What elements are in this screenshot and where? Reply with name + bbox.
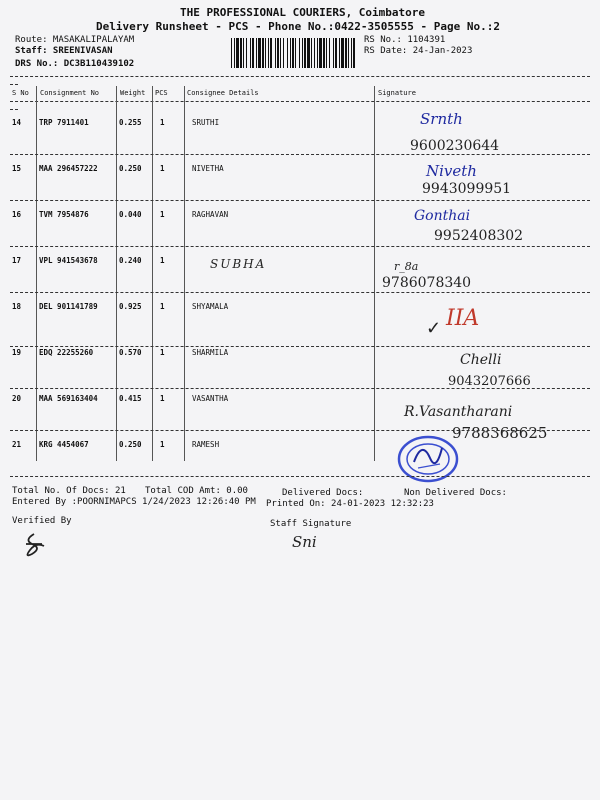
- row-weight: 0.255: [119, 118, 142, 127]
- row-weight: 0.250: [119, 440, 142, 449]
- signature-scribble: IIA: [446, 306, 480, 331]
- signature-scribble: r_8a: [394, 260, 419, 273]
- row-sno: 18: [12, 302, 22, 311]
- company-title: THE PROFESSIONAL COURIERS, Coimbatore: [180, 6, 426, 19]
- col-header-pcs: PCS: [155, 89, 168, 97]
- handwritten-phone: 9952408302: [434, 228, 524, 244]
- signature-scribble: R.Vasantharani: [404, 404, 513, 420]
- col-header-sno: S No: [12, 89, 29, 97]
- barcode-bar: [323, 38, 325, 68]
- barcode-graphic: [231, 38, 355, 68]
- staff-label: Staff: SREENIVASAN: [15, 46, 113, 56]
- col-header-consignee: Consignee Details: [187, 89, 259, 97]
- header-divider-top: [10, 76, 590, 77]
- barcode-bar: [268, 38, 269, 68]
- row-consignee: NIVETHA: [192, 164, 224, 173]
- header-divider-stub: [10, 84, 18, 85]
- row-sno: 19: [12, 348, 22, 357]
- handwritten-phone: 9600230644: [410, 138, 500, 154]
- barcode-bar: [335, 38, 337, 68]
- column-line: [374, 86, 375, 461]
- route-label: Route: MASAKALIPALAYAM: [15, 35, 135, 45]
- row-divider: [10, 388, 590, 389]
- non-delivered-docs: Non Delivered Docs:: [404, 488, 507, 498]
- barcode: [231, 38, 355, 68]
- row-divider: [10, 292, 590, 293]
- barcode-bar: [292, 38, 294, 68]
- header-divider-stub-2: [10, 109, 18, 110]
- row-sno: 21: [12, 440, 22, 449]
- row-sno: 20: [12, 394, 22, 403]
- row-consignee: RAGHAVAN: [192, 210, 229, 219]
- staff-signature-label: Staff Signature: [270, 519, 352, 529]
- runsheet-subtitle: Delivery Runsheet - PCS - Phone No.:0422-3505555 - Page No.:2: [96, 20, 500, 33]
- barcode-bar: [280, 38, 281, 68]
- row-consignment: KRG 4454067: [39, 440, 89, 449]
- barcode-bar: [262, 38, 264, 68]
- rs-no-label: RS No.: 1104391: [364, 35, 446, 45]
- handwritten-phone: 9786078340: [382, 275, 472, 291]
- row-weight: 0.570: [119, 348, 142, 357]
- verified-by-label: Verified By: [12, 516, 72, 526]
- barcode-bar: [240, 38, 242, 68]
- table-bottom-divider: [10, 476, 590, 477]
- row-weight: 0.040: [119, 210, 142, 219]
- check-mark: ✓: [426, 318, 442, 339]
- row-pcs: 1: [160, 256, 165, 265]
- row-consignment: TVM 7954876: [39, 210, 89, 219]
- row-pcs: 1: [160, 210, 165, 219]
- total-cod: Total COD Amt: 0.00: [145, 486, 248, 496]
- signature-scribble: Srnth: [420, 110, 463, 128]
- printed-on: Printed On: 24-01-2023 12:32:23: [266, 499, 434, 509]
- barcode-bar: [319, 38, 322, 68]
- row-sno: 15: [12, 164, 22, 173]
- barcode-bar: [299, 38, 300, 68]
- row-consignment: TRP 7911401: [39, 118, 89, 127]
- barcode-bar: [265, 38, 266, 68]
- barcode-bar: [252, 38, 254, 68]
- barcode-bar: [234, 38, 235, 68]
- entered-by: Entered By :POORNIMAPCS 1/24/2023 12:26:40 PM: [12, 497, 256, 507]
- row-pcs: 1: [160, 164, 165, 173]
- barcode-bar: [314, 38, 315, 68]
- row-pcs: 1: [160, 118, 165, 127]
- barcode-bar: [345, 38, 347, 68]
- barcode-bar: [283, 38, 284, 68]
- row-divider: [10, 154, 590, 155]
- barcode-bar: [290, 38, 291, 68]
- column-line: [184, 86, 185, 461]
- handwritten-phone: 9943099951: [422, 181, 512, 197]
- drs-label: DRS No.: DC3B110439102: [15, 59, 135, 69]
- header-divider-bottom: [10, 101, 590, 102]
- barcode-bar: [339, 38, 340, 68]
- barcode-bar: [277, 38, 279, 68]
- row-weight: 0.415: [119, 394, 142, 403]
- barcode-bar: [250, 38, 251, 68]
- barcode-bar: [270, 38, 272, 68]
- row-consignment: MAA 569163404: [39, 394, 98, 403]
- col-header-weight: Weight: [120, 89, 146, 97]
- signature-scribble: Chelli: [460, 352, 502, 368]
- row-divider: [10, 346, 590, 347]
- barcode-bar: [326, 38, 327, 68]
- row-consignee: RAMESH: [192, 440, 220, 449]
- handwritten-consignee: SUBHA: [210, 257, 267, 271]
- row-pcs: 1: [160, 302, 165, 311]
- delivered-docs: Delivered Docs:: [282, 488, 364, 498]
- row-weight: 0.925: [119, 302, 142, 311]
- row-consignee: VASANTHA: [192, 394, 229, 403]
- barcode-bar: [307, 38, 310, 68]
- row-divider: [10, 246, 590, 247]
- row-divider: [10, 430, 590, 431]
- barcode-bar: [287, 38, 288, 68]
- row-consignee: SRUTHI: [192, 118, 220, 127]
- row-consignment: MAA 296457222: [39, 164, 98, 173]
- barcode-bar: [348, 38, 349, 68]
- row-sno: 16: [12, 210, 22, 219]
- staff-signature-scribble: Sni: [292, 533, 317, 551]
- barcode-bar: [243, 38, 244, 68]
- barcode-bar: [341, 38, 344, 68]
- barcode-bar: [329, 38, 330, 68]
- col-header-consignment: Consignment No: [40, 89, 100, 97]
- barcode-bar: [351, 38, 352, 68]
- row-consignment: VPL 941543678: [39, 256, 98, 265]
- barcode-bar: [236, 38, 239, 68]
- column-line: [116, 86, 117, 461]
- row-consignee: SHARMILA: [192, 348, 229, 357]
- signature-scribble: Niveth: [426, 162, 477, 180]
- row-sno: 14: [12, 118, 22, 127]
- barcode-bar: [295, 38, 296, 68]
- row-weight: 0.240: [119, 256, 142, 265]
- barcode-bar: [311, 38, 312, 68]
- column-line: [36, 86, 37, 461]
- row-consignee: SHYAMALA: [192, 302, 229, 311]
- row-pcs: 1: [160, 394, 165, 403]
- barcode-bar: [256, 38, 257, 68]
- column-line: [152, 86, 153, 461]
- barcode-bar: [231, 38, 232, 68]
- handwritten-phone: 9043207666: [448, 374, 531, 389]
- scribble-graphic: [20, 530, 50, 560]
- barcode-bar: [333, 38, 334, 68]
- rs-date-label: RS Date: 24-Jan-2023: [364, 46, 473, 56]
- barcode-bar: [353, 38, 355, 68]
- verified-signature-scribble: [20, 530, 50, 560]
- barcode-bar: [317, 38, 318, 68]
- barcode-bar: [302, 38, 303, 68]
- total-docs: Total No. Of Docs: 21: [12, 486, 126, 496]
- handwritten-phone: 9788368625: [452, 424, 548, 442]
- signature-scribble: Gonthai: [414, 208, 471, 224]
- row-consignment: DEL 901141789: [39, 302, 98, 311]
- row-sno: 17: [12, 256, 22, 265]
- row-divider: [10, 200, 590, 201]
- row-weight: 0.250: [119, 164, 142, 173]
- barcode-bar: [246, 38, 247, 68]
- barcode-bar: [275, 38, 276, 68]
- barcode-bar: [304, 38, 306, 68]
- barcode-bar: [258, 38, 261, 68]
- row-consignment: EDQ 22255260: [39, 348, 94, 357]
- col-header-signature: Signature: [378, 89, 416, 97]
- row-pcs: 1: [160, 440, 165, 449]
- row-pcs: 1: [160, 348, 165, 357]
